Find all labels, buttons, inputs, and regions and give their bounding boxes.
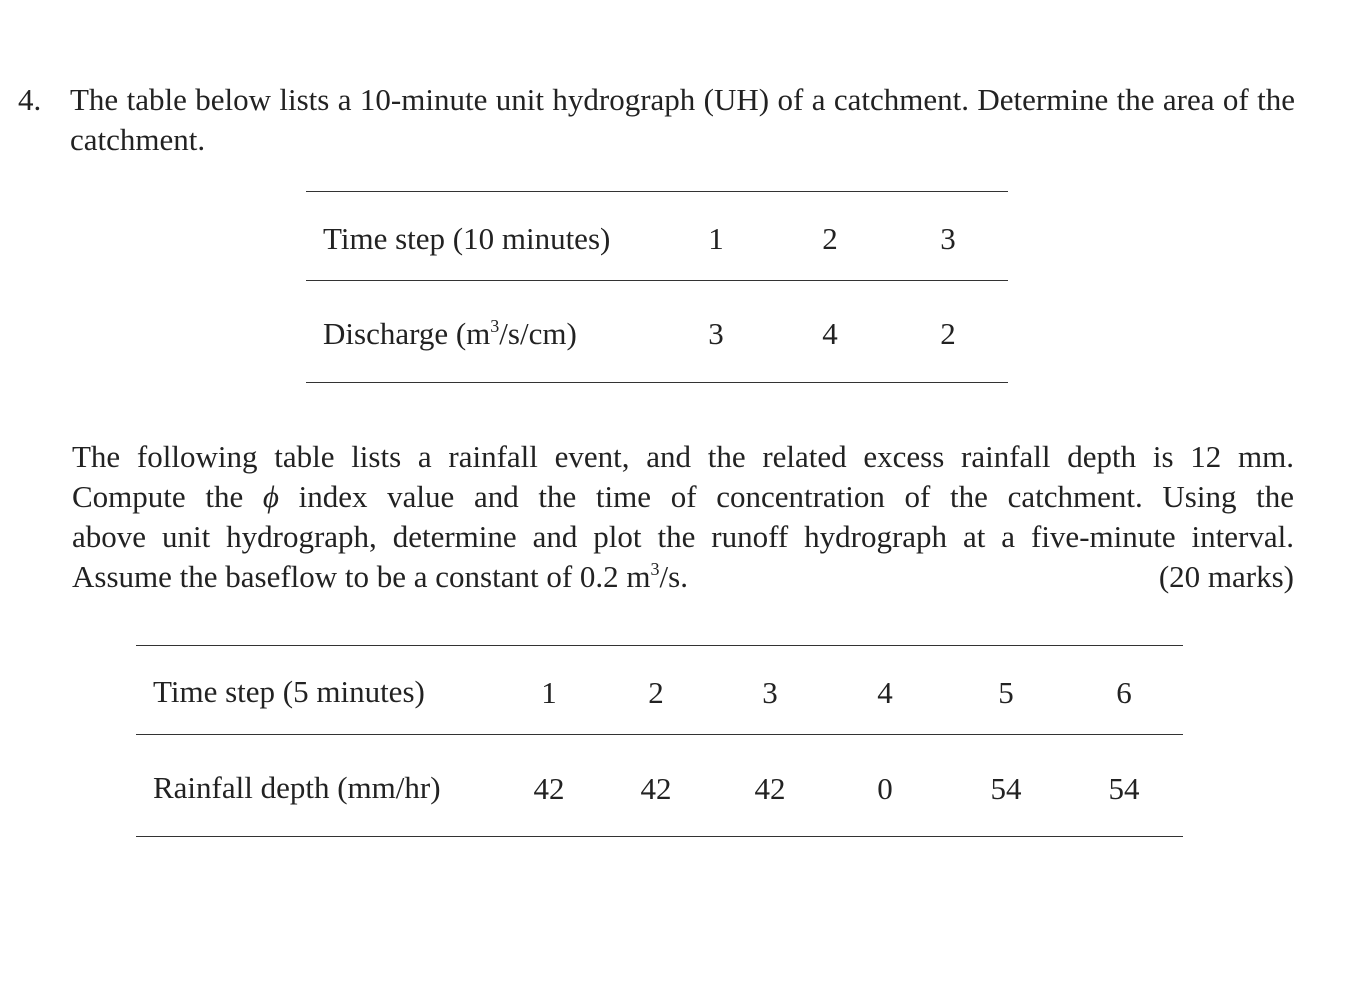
rain-time-step-value: 5 <box>998 675 1014 710</box>
rain-time-step-value: 3 <box>762 675 778 710</box>
paragraph-line: Assume the baseflow to be a constant of 0.2 $m^3/s$. (20 marks) <box>72 557 1294 597</box>
paragraph-line: The following table lists a rainfall event, and the related excess rainfall depth is 12 mm. <box>72 439 1294 474</box>
phi-symbol: ϕ <box>262 479 279 514</box>
uh-discharge-value: 4 <box>822 316 838 351</box>
rain-time-step-value: 4 <box>877 675 893 710</box>
rain-table-top-rule <box>136 645 1183 646</box>
rainfall-paragraph <box>72 437 1294 597</box>
uh-discharge-label: Discharge $(m^3/s/cm)$ <box>323 316 577 351</box>
question-intro: The table below lists a 10-minute unit hydrograph (UH) of a catchment. Determine the area of the catchment. <box>70 82 1295 157</box>
rain-depth-label: Rainfall depth (mm/hr) <box>153 770 441 805</box>
uh-time-step-value: 2 <box>822 221 838 256</box>
uh-time-step-label: Time step (10 minutes) <box>323 221 611 256</box>
rain-depth-value: 42 <box>754 771 786 806</box>
rain-time-step-value: 2 <box>648 675 664 710</box>
uh-discharge-value: 2 <box>940 316 956 351</box>
uh-time-step-value: 1 <box>708 221 724 256</box>
uh-table-mid-rule <box>306 280 1008 281</box>
question-number: 4. <box>18 82 42 117</box>
rain-time-step-value: 1 <box>541 675 557 710</box>
rain-depth-value: 42 <box>533 771 565 806</box>
rain-depth-value: 0 <box>877 771 893 806</box>
uh-table-top-rule <box>306 191 1008 192</box>
rain-time-step-value: 6 <box>1116 675 1132 710</box>
rain-depth-value: 54 <box>990 771 1022 806</box>
rain-time-step-label: Time step (5 minutes) <box>153 674 425 709</box>
rain-depth-value: 54 <box>1108 771 1140 806</box>
uh-discharge-value: 3 <box>708 316 724 351</box>
rain-depth-value: 42 <box>640 771 672 806</box>
rain-table-mid-rule <box>136 734 1183 735</box>
paragraph-line: Compute the ϕ index value and the time of concentration of the catchment. Using the <box>72 479 1294 514</box>
uh-table-bottom-rule <box>306 382 1008 383</box>
uh-time-step-value: 3 <box>940 221 956 256</box>
rain-table-bottom-rule <box>136 836 1183 837</box>
paragraph-line: above unit hydrograph, determine and plot the runoff hydrograph at a five-minute interval. <box>72 519 1294 554</box>
marks-label: (20 marks) <box>1158 559 1294 594</box>
